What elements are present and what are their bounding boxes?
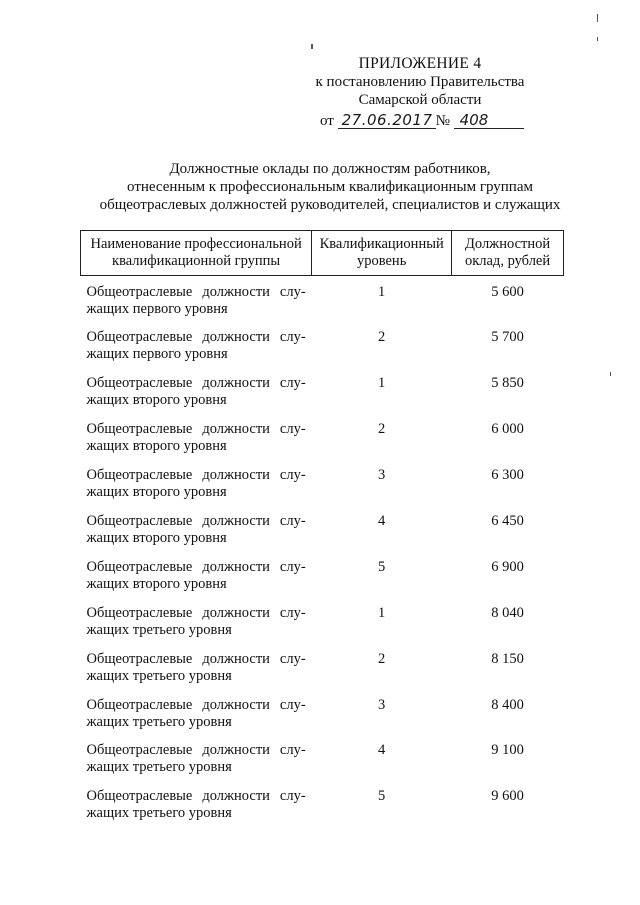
scan-speck — [597, 14, 598, 22]
group-name-cell: Общеотраслевые должности слу- жащих второго уровня — [86, 512, 306, 546]
group-name-cell: Общеотраслевые должности слу- жащих второго уровня — [86, 375, 306, 409]
level-cell: 2 — [378, 329, 386, 346]
header-salary-line-1: Должностной — [465, 236, 551, 252]
salary-cell: 9 100 — [491, 742, 524, 759]
group-name-cell: Общеотраслевые должности слу- жащих третьего уровня — [86, 788, 306, 822]
level-cell: 1 — [378, 604, 386, 621]
level-cell: 3 — [378, 467, 386, 484]
header-salary-line-2: оклад, рублей — [464, 253, 551, 269]
salary-table — [80, 230, 564, 826]
number-sign: № — [435, 113, 450, 129]
header-group-line-1: Наименование профессиональной — [90, 236, 302, 252]
title-line-2: отнесенным к профессиональным квалификационным группам — [127, 179, 533, 195]
salary-cell: 6 900 — [491, 558, 524, 575]
group-name-cell: Общеотраслевые должности слу- жащих первого уровня — [86, 329, 306, 363]
table-row — [81, 734, 564, 780]
scan-speck — [597, 37, 598, 41]
level-cell: 1 — [378, 375, 386, 392]
salary-cell: 9 600 — [491, 788, 524, 805]
level-cell: 3 — [378, 696, 386, 713]
level-cell: 4 — [378, 742, 386, 759]
group-name-cell: Общеотраслевые должности слу- жащих второго уровня — [86, 558, 306, 592]
level-cell: 5 — [378, 558, 386, 575]
scan-speck — [610, 372, 611, 376]
table-row — [81, 505, 564, 551]
appendix-line-1: к постановлению Правительства — [315, 74, 525, 90]
table-row — [81, 780, 564, 826]
salary-cell: 5 600 — [491, 284, 524, 300]
level-cell: 5 — [378, 788, 386, 805]
table-row — [81, 597, 564, 643]
salary-cell: 8 150 — [491, 650, 524, 667]
date-prefix: от — [320, 113, 334, 129]
salary-cell: 6 000 — [491, 421, 524, 438]
table-row — [81, 689, 564, 735]
salary-cell: 8 040 — [491, 604, 524, 621]
salary-cell: 5 700 — [491, 329, 524, 346]
table-row — [81, 413, 564, 459]
header-salary — [452, 231, 564, 276]
appendix-line-2: Самарской области — [358, 92, 482, 108]
level-cell: 1 — [378, 284, 386, 300]
handwritten-number: 408 — [454, 112, 524, 129]
title-line-1: Должностные оклады по должностям работников, — [169, 161, 491, 177]
level-cell: 2 — [378, 421, 386, 438]
table-row — [81, 321, 564, 367]
appendix-title: ПРИЛОЖЕНИЕ 4 — [358, 55, 482, 72]
header-group — [81, 231, 312, 276]
group-name-cell: Общеотраслевые должности слу- жащих третьего уровня — [86, 650, 306, 684]
table-header-row — [81, 231, 564, 276]
table-row — [81, 551, 564, 597]
table-row — [81, 276, 564, 322]
level-cell: 4 — [378, 512, 386, 529]
scan-speck — [311, 44, 313, 49]
group-name-cell: Общеотраслевые должности слу- жащих первого уровня — [86, 284, 306, 317]
document-title — [70, 160, 590, 214]
salary-cell: 6 450 — [491, 512, 524, 529]
header-level — [312, 231, 452, 276]
table-row — [81, 459, 564, 505]
group-name-cell: Общеотраслевые должности слу- жащих третьего уровня — [86, 604, 306, 638]
handwritten-date: 27.06.2017 — [338, 112, 436, 129]
table-row — [81, 367, 564, 413]
header-level-line-1: Квалификационный — [319, 236, 444, 252]
table-row — [81, 643, 564, 689]
level-cell: 2 — [378, 650, 386, 667]
date-number-line — [290, 112, 550, 130]
salary-cell: 6 300 — [491, 467, 524, 484]
group-name-cell: Общеотраслевые должности слу- жащих второго уровня — [86, 421, 306, 455]
group-name-cell: Общеотраслевые должности слу- жащих второго уровня — [86, 467, 306, 501]
group-name-cell: Общеотраслевые должности слу- жащих третьего уровня — [86, 742, 306, 776]
salary-cell: 8 400 — [491, 696, 524, 713]
appendix-header — [290, 55, 550, 130]
group-name-cell: Общеотраслевые должности слу- жащих третьего уровня — [86, 696, 306, 730]
title-line-3: общеотраслевых должностей руководителей, специалистов и служащих — [99, 197, 561, 213]
salary-cell: 5 850 — [491, 375, 524, 392]
header-level-line-2: уровень — [356, 253, 407, 269]
header-group-line-2: квалификационной группы — [112, 253, 281, 269]
